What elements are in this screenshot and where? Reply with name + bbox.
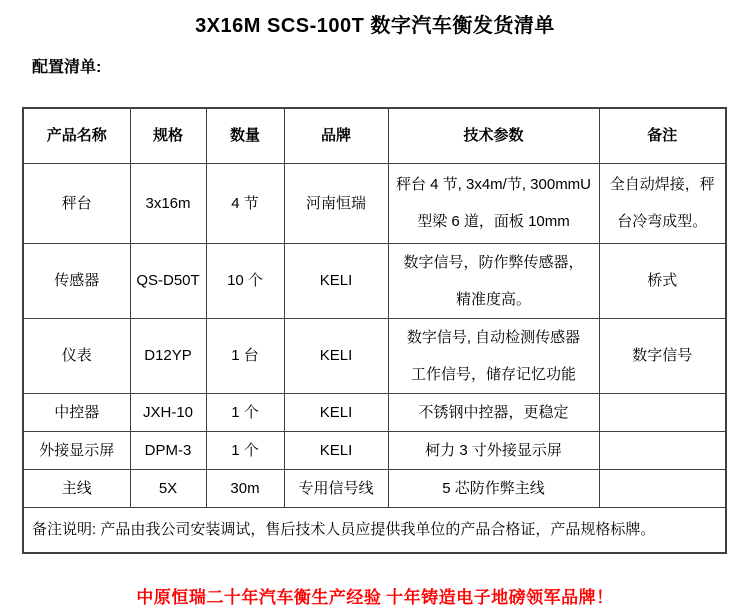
- cell-product: 传感器: [23, 243, 130, 318]
- cell-brand: KELI: [284, 393, 388, 431]
- params-line: 柯力 3 寸外接显示屏: [425, 441, 562, 459]
- cell-spec: QS-D50T: [130, 243, 206, 318]
- cell-brand: 专用信号线: [284, 469, 388, 507]
- cell-qty: 4 节: [206, 163, 284, 243]
- params-line: 秤台 4 节, 3x4m/节, 300mmU: [395, 176, 592, 193]
- cell-product: 秤台: [23, 163, 130, 243]
- cell-params: [388, 431, 599, 469]
- header-cell-brand: 品牌: [284, 108, 388, 163]
- cell-note: 数字信号: [599, 318, 726, 393]
- cell-product: 仪表: [23, 318, 130, 393]
- table-row: [23, 469, 726, 507]
- remark-row: [23, 507, 726, 553]
- header-cell-spec: 规格: [130, 108, 206, 163]
- cell-spec: 5X: [130, 469, 206, 507]
- cell-product: 中控器: [23, 393, 130, 431]
- cell-qty: 1 个: [206, 431, 284, 469]
- footer-slogan: 中原恒瑞二十年汽车衡生产经验 十年铸造电子地磅领军品牌！: [136, 588, 614, 607]
- cell-note: [599, 469, 726, 507]
- cell-brand: KELI: [284, 318, 388, 393]
- cell-product: 主线: [23, 469, 130, 507]
- header-cell-qty: 数量: [206, 108, 284, 163]
- page-title: 3X16M SCS-100T 数字汽车衡发货清单: [195, 15, 555, 37]
- table-header-row: [23, 108, 726, 163]
- cell-note: [599, 431, 726, 469]
- cell-params: [388, 318, 599, 393]
- cell-brand: KELI: [284, 243, 388, 318]
- cell-spec: DPM-3: [130, 431, 206, 469]
- cell-qty: 30m: [206, 469, 284, 507]
- cell-spec: D12YP: [130, 318, 206, 393]
- params-line: 5 芯防作弊主线: [442, 479, 545, 497]
- header-cell-product: 产品名称: [23, 108, 130, 163]
- header-cell-note: 备注: [599, 108, 726, 163]
- shipping-list-table: [22, 107, 727, 554]
- table-row: [23, 431, 726, 469]
- cell-note: [599, 393, 726, 431]
- cell-params: [388, 393, 599, 431]
- params-line: 精准度高。: [455, 290, 531, 308]
- cell-params: [388, 243, 599, 318]
- params-line: 型梁 6 道，面板 10mm: [417, 213, 570, 230]
- cell-qty: 1 个: [206, 393, 284, 431]
- cell-brand: KELI: [284, 431, 388, 469]
- table-row: [23, 393, 726, 431]
- params-line: 不锈钢中控器，更稳定: [418, 403, 569, 421]
- params-line: 数字信号, 自动检测传感器: [406, 328, 581, 346]
- cell-product: 外接显示屏: [23, 431, 130, 469]
- cell-qty: 10 个: [206, 243, 284, 318]
- table-row: [23, 318, 726, 393]
- cell-spec: JXH-10: [130, 393, 206, 431]
- cell-note: 桥式: [599, 243, 726, 318]
- section-label: 配置清单:: [32, 59, 102, 76]
- table-row: [23, 243, 726, 318]
- cell-spec: 3x16m: [130, 163, 206, 243]
- cell-params: [388, 163, 599, 243]
- cell-note: 全自动焊接，秤台冷弯成型。: [599, 163, 726, 243]
- header-cell-params: 技术参数: [388, 108, 599, 163]
- cell-params: [388, 469, 599, 507]
- cell-qty: 1 台: [206, 318, 284, 393]
- table-row: [23, 163, 726, 243]
- cell-brand: 河南恒瑞: [284, 163, 388, 243]
- remark-text: 备注说明: 产品由我公司安装调试，售后技术人员应提供我单位的产品合格证，产品规格标牌。: [23, 507, 726, 553]
- params-line: 数字信号，防作弊传感器，: [403, 253, 584, 271]
- params-line: 工作信号，储存记忆功能: [410, 365, 576, 383]
